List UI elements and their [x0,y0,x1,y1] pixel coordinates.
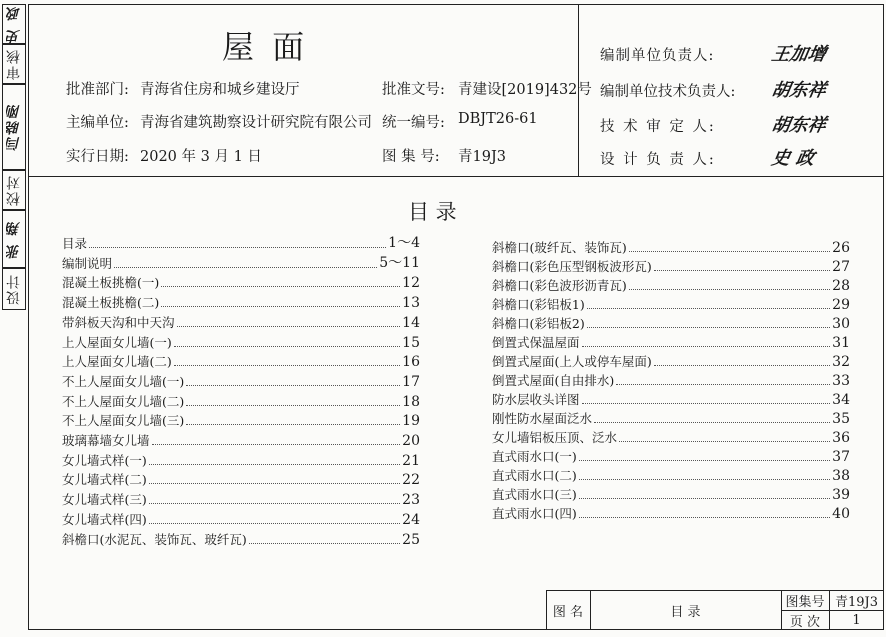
toc-entry [62,390,420,410]
toc-entry [62,331,420,351]
design-label-cell [2,268,26,310]
toc-leader-dots [161,286,400,287]
toc-leader-dots [587,308,830,309]
toc-entry-page: 23 [402,492,420,509]
toc-entry [492,483,850,503]
toc-entry [62,252,420,272]
toc-entry-title: 斜檐口(彩色压型钢板波形瓦) [492,259,652,274]
toc-entry [492,255,850,275]
toc-entry-title: 斜檐口(水泥瓦、装饰瓦、玻纤瓦) [62,531,247,547]
toc-entry-title: 编制说明 [62,255,113,271]
toc-leader-dots [629,289,830,290]
toc-entry-page: 25 [402,531,420,548]
toc-entry [492,274,850,294]
toc-leader-dots [186,405,400,406]
toc-leader-dots [594,422,830,423]
toc-entry-page: 28 [832,278,850,294]
check-label-cell [2,170,26,210]
toc-entry-page: 21 [402,452,420,469]
review-signature: 史 政 [6,4,22,44]
toc-entry-page: 24 [402,511,420,528]
toc-leader-dots [579,479,830,480]
toc-leader-dots [619,441,830,442]
toc-entry-page: 18 [402,393,420,410]
toc-leader-dots [149,503,400,504]
toc-entry-title: 女儿墙铝板压顶、泛水 [492,430,618,445]
toc-entry [62,528,420,548]
toc-entry [62,350,420,370]
toc-leader-dots [587,327,830,328]
toc-entry [492,236,850,256]
unified-no: DBJT26-61 [458,111,538,127]
toc-leader-dots [149,464,400,465]
toc-entry-title: 女儿墙式样(二) [62,472,147,488]
toc-entry-title: 直式雨水口(一) [492,449,577,464]
toc-entry-title: 目录 [62,236,88,251]
toc-entry [62,291,420,311]
toc-entry-title: 倒置式保温屋面 [492,335,580,350]
toc-entry-page: 38 [832,468,850,484]
atlas-value: 青19J3 [834,594,879,610]
toc-leader-dots [174,346,400,347]
toc-entry-title: 直式雨水口(三) [492,487,577,502]
impl-date-label: 实行日期: [66,149,129,165]
approval-doc: 青建设[2019]432号 [458,82,592,98]
toc-entry-title: 不上人屋面女儿墙(二) [62,393,185,409]
unit-head-signature: 王加增 [769,44,828,65]
toc-entry [492,312,850,332]
tech-head-signature: 胡东祥 [769,80,828,101]
toc-leader-dots [149,483,400,484]
approval-dept-label: 批准部门: [66,82,129,98]
toc-entry-title: 斜檐口(彩铝板2) [492,316,585,331]
atlas-no-label: 图 集 号: [382,149,440,165]
toc-title: 目 录 [408,200,457,224]
toc-entry-title: 斜檐口(彩铝板1) [492,297,585,312]
drawing-name-label: 图 名 [552,604,584,620]
toc-entry-page: 37 [832,449,850,465]
check-label: 校对 [6,174,22,206]
toc-entry [62,468,420,488]
toc-entry-page: 20 [402,433,420,449]
atlas-label: 图集号 [785,594,825,610]
chief-unit-label: 主编单位: [66,115,129,131]
page-label: 页 次 [789,614,821,630]
designer-signature: 史 政 [769,148,816,169]
toc-leader-dots [249,543,400,544]
toc-entry-page: 26 [832,240,850,256]
toc-entry [62,488,420,508]
toc-entry-title: 女儿墙式样(一) [62,452,147,468]
approval-dept: 青海省住房和城乡建设厅 [140,82,300,98]
toc-entry-title: 不上人屋面女儿墙(三) [62,413,185,429]
toc-leader-dots [579,460,830,461]
toc-entry-title: 刚性防水屋面泛水 [492,411,593,426]
toc-entry-title: 混凝土板挑檐(一) [62,275,160,291]
toc-entry-title: 上人屋面女儿墙(一) [62,334,172,350]
toc-entry [492,407,850,427]
toc-entry [492,445,850,465]
toc-leader-dots [149,523,400,524]
toc-leader-dots [161,306,400,307]
toc-leader-dots [186,424,400,425]
review-label-cell [2,44,26,84]
check-signature-cell [2,84,26,170]
toc-leader-dots [177,326,401,327]
toc-entry [492,331,850,351]
page-title: 屋 面 [222,28,309,66]
toc-entry-page: 35 [832,411,850,427]
toc-leader-dots [579,498,830,499]
toc-entry-page: 29 [832,297,850,313]
toc-entry-title: 带斜板天沟和中天沟 [62,314,175,330]
toc-entry-page: 36 [832,430,850,446]
toc-leader-dots [152,444,401,445]
toc-entry-page: 5～11 [379,254,420,271]
approval-doc-label: 批准文号: [382,82,445,98]
toc-entry [492,350,850,370]
unified-no-label: 统一编号: [382,115,445,131]
toc-entry-title: 倒置式屋面(自由排水) [492,373,615,388]
toc-leader-dots [616,384,830,385]
toc-entry-title: 斜檐口(彩色波形沥青瓦) [492,278,627,293]
tech-review-label: 技 术 审 定 人: [600,119,716,135]
toc-leader-dots [582,403,831,404]
toc-entry-title: 玻璃幕墙女儿墙 [62,433,150,448]
toc-entry [62,370,420,390]
page-value: 1 [852,612,861,628]
header-divider [28,176,884,177]
impl-date: 2020 年 3 月 1 日 [140,149,262,165]
toc-entry-page: 1～4 [388,235,420,251]
toc-entry-title: 直式雨水口(二) [492,468,577,483]
toc-leader-dots [174,365,400,366]
toc-leader-dots [186,385,400,386]
toc-entry-page: 17 [402,373,420,390]
toc-leader-dots [629,251,830,252]
toc-entry-title: 女儿墙式样(四) [62,511,147,527]
toc-entry [492,293,850,313]
review-signature-cell [2,4,26,44]
toc-entry-page: 33 [832,373,850,389]
toc-entry-title: 上人屋面女儿墙(二) [62,354,172,370]
toc-entry [492,388,850,408]
toc-entry [492,502,850,522]
toc-entry-page: 19 [402,413,420,430]
toc-entry-title: 防水层收头详图 [492,392,580,407]
toc-entry-title: 女儿墙式样(三) [62,492,147,508]
toc-entry-page: 30 [832,316,850,332]
unit-head-label: 编制单位负责人: [600,48,715,64]
toc-entry-page: 22 [402,472,420,489]
design-signature-cell [2,210,26,268]
designer-label: 设 计 负 责 人: [600,152,716,168]
toc-entry [62,429,420,449]
toc-entry-page: 34 [832,392,850,408]
toc-leader-dots [654,365,830,366]
toc-entry-title: 斜檐口(玻纤瓦、装饰瓦) [492,240,627,255]
toc-entry-page: 32 [832,354,850,370]
toc-entry-title: 不上人屋面女儿墙(一) [62,373,185,389]
toc-entry-title: 直式雨水口(四) [492,506,577,521]
design-label: 设计 [6,273,22,305]
toc-leader-dots [89,247,386,248]
toc-entry-page: 13 [402,295,420,312]
review-label: 审核 [6,48,22,80]
toc-entry-page: 31 [832,335,850,351]
drawing-name: 目 录 [670,604,701,620]
toc-entry-title: 混凝土板挑檐(二) [62,295,160,311]
toc-entry [62,449,420,469]
toc-entry-page: 15 [402,334,420,351]
toc-leader-dots [654,270,830,271]
toc-entry [62,409,420,429]
toc-entry [492,369,850,389]
toc-leader-dots [114,267,377,268]
check-signature: 闫晓刚 [6,103,22,151]
toc-entry-page: 40 [832,506,850,522]
toc-entry-page: 12 [402,275,420,292]
toc-leader-dots [582,346,831,347]
toc-leader-dots [579,517,830,518]
tech-review-signature: 胡东祥 [769,115,828,136]
chief-unit: 青海省建筑勘察设计研究院有限公司 [140,115,372,131]
toc-entry [492,426,850,446]
atlas-no: 青19J3 [458,149,506,165]
side-signature-strip [2,4,26,310]
toc-entry-page: 39 [832,487,850,503]
tech-head-label: 编制单位技术负责人: [600,84,736,100]
toc-entry [62,232,420,252]
toc-entry [62,271,420,291]
toc-entry [62,508,420,528]
toc-entry-page: 27 [832,259,850,275]
toc-entry [62,311,420,331]
toc-entry-page: 14 [402,314,420,331]
toc-entry-page: 16 [402,354,420,371]
toc-entry [492,464,850,484]
design-signature: 张 翔 [6,219,22,259]
toc-entry-title: 倒置式屋面(上人或停车屋面) [492,354,652,369]
